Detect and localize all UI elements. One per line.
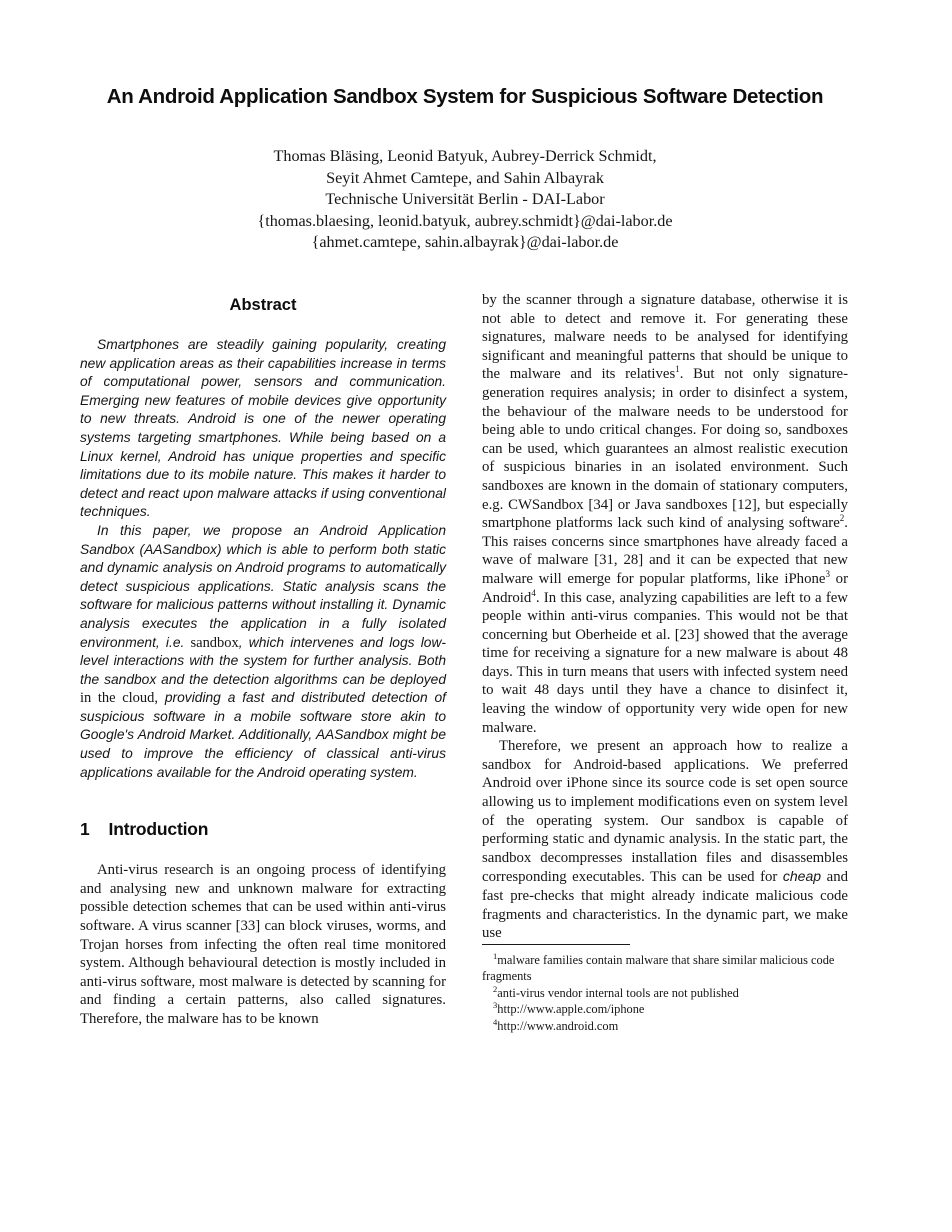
author-line: Seyit Ahmet Camtepe, and Sahin Albayrak	[326, 168, 604, 187]
paper-title: An Android Application Sandbox System for Suspicious Software Detection	[106, 85, 824, 108]
footnote-marker: 1	[493, 950, 498, 961]
paragraph	[80, 861, 446, 1028]
paragraph	[482, 737, 848, 943]
text-segment-sup: 3	[825, 568, 830, 579]
footnote	[482, 985, 848, 1001]
abstract-body	[80, 336, 446, 782]
footnote-marker: 4	[493, 1016, 498, 1027]
authors-block	[80, 146, 850, 254]
footnote-text: malware families contain malware that share similar malicious code fragments	[482, 953, 835, 984]
text-segment: by the scanner through a signature database, otherwise it is not able to detect and remove it. For generating these signatures, malware needs to be analysed for identifying significant and meaningful patterns that should be unique to the malware and its relatives	[482, 292, 848, 383]
text-segment-roman: sandbox	[190, 634, 239, 651]
footnote-marker: 3	[493, 1000, 498, 1011]
footnotes-block	[482, 944, 848, 1034]
right-column	[482, 291, 848, 943]
text-segment: In this paper, we propose an Android Application Sandbox (AASandbox) which is able to perform both static and dynamic analysis on Android programs to automatically detect suspicious applications. Static analysis scans the software for malicious patterns without installing it. Dynamic analysis executes the application in a fully isolated environment, i.e.	[80, 522, 446, 650]
text-segment: . This raises concerns since smartphones have already faced a wave of malware [31, 28] and it can be expected that new malware will emerge for popular platforms, like iPhone	[482, 515, 848, 587]
section-number: 1	[80, 819, 90, 840]
affiliation-line: Technische Universität Berlin - DAI-Labor	[325, 190, 605, 209]
footnote-text: http://www.apple.com/iphone	[497, 1002, 645, 1017]
footnote-text: anti-virus vendor internal tools are not published	[497, 985, 739, 1000]
text-segment: Therefore, we present an approach how to realize a sandbox for Android-based applications. We preferred Android over iPhone since its source code is set open source allowing us to implement modifications even on system level of the operating system. Our sandbox is capable of performing static and dynamic analysis. In the static part, the sandbox decompresses installation files and disassembles corresponding executables. This can be used for	[482, 738, 848, 886]
text-segment: and fast pre-checks that might already indicate malicious code fragments and characteristics. In the dynamic part, we make use	[482, 869, 848, 942]
section-heading-introduction	[80, 819, 446, 840]
author-line: Thomas Bläsing, Leonid Batyuk, Aubrey-Derrick Schmidt,	[273, 147, 657, 165]
text-segment: providing a fast and distributed detection of suspicious software in a mobile software store akin to Google's Android Market. Additionally, AASandbox might be used to improve the efficiency of classical anti-virus applications available for the Android operating system.	[80, 690, 446, 780]
text-segment: or Android	[482, 570, 849, 606]
footnote-text: http://www.android.com	[497, 1018, 619, 1033]
text-segment: Smartphones are steadily gaining popularity, creating new application areas as their capabilities increase in terms of computational power, sensors and communication. Emerging new features of mobile devices give opportunity to new threats. Android is one of the newer operating systems targeting smartphones. While being based on a Linux kernel, Android has unique properties and specific limitations due to its mobile nature. This makes it harder to detect and react upon malware attacks if using conventional techniques.	[80, 337, 446, 520]
text-segment: . In this case, analyzing capabilities are left to a few people within anti-virus companies. This would not be that concerning but Oberheide et al. [23] showed that the average time for receiving a signature for a new malware is about 48 days. This in turn means that users with infected system need to wait 48 days until they have a chance to disinfect it, leaving the window of opportunity very wide open for new malware.	[482, 589, 848, 736]
section-title: Introduction	[108, 819, 209, 840]
text-segment: , which intervenes and logs low-level interactions with the system for further analysis. Both the sandbox and the detection algorithms can be deployed	[80, 634, 446, 687]
paragraph	[482, 291, 848, 737]
left-column	[80, 296, 446, 1029]
text-segment-sansit: cheap	[782, 868, 822, 885]
text-segment-roman: in the cloud,	[80, 690, 159, 707]
text-segment: Anti-virus research is an ongoing process of identifying and analysing new and unknown malware for extracting possible detection schemes that can be used within anti-virus software. A virus scanner [33] can block viruses, worms, and Trojan horses from infecting the often real time monitored system. Although behavioural detection is mostly included in anti-virus software, most malware is detected by scanning for and finding a certain patterns, also called signatures. Therefore, the malware has to be known	[80, 862, 446, 1027]
paragraph	[80, 522, 446, 782]
text-segment-sup: 4	[531, 587, 536, 598]
text-segment-sup: 1	[675, 364, 680, 375]
footnote-rule	[482, 944, 630, 945]
right-column-body	[482, 291, 848, 943]
footnote	[482, 952, 848, 985]
text-segment-sup: 2	[839, 513, 845, 524]
footnote	[482, 1018, 848, 1034]
abstract-heading: Abstract	[229, 296, 297, 314]
footnote	[482, 1001, 848, 1017]
footnote-marker: 2	[493, 983, 498, 994]
email-line: {thomas.blaesing, leonid.batyuk, aubrey.schmidt}@dai-labor.de	[257, 211, 673, 230]
paragraph	[80, 336, 446, 522]
introduction-body	[80, 861, 446, 1028]
text-segment: . But not only signature-generation requires analysis; in order to disinfect a system, the behaviour of the malware needs to be understood for being able to undo critical changes. For doing so, sandboxes can be used, which guarantees an almost realistic execution of suspicious binaries in an isolated environment. Such sandboxes are known in the domain of stationary computers, e.g. CWSandbox [34] or Java sandboxes [12], but especially smartphone platforms lack such kind of analysing software	[482, 366, 848, 532]
email-line: {ahmet.camtepe, sahin.albayrak}@dai-labor.de	[311, 233, 619, 252]
